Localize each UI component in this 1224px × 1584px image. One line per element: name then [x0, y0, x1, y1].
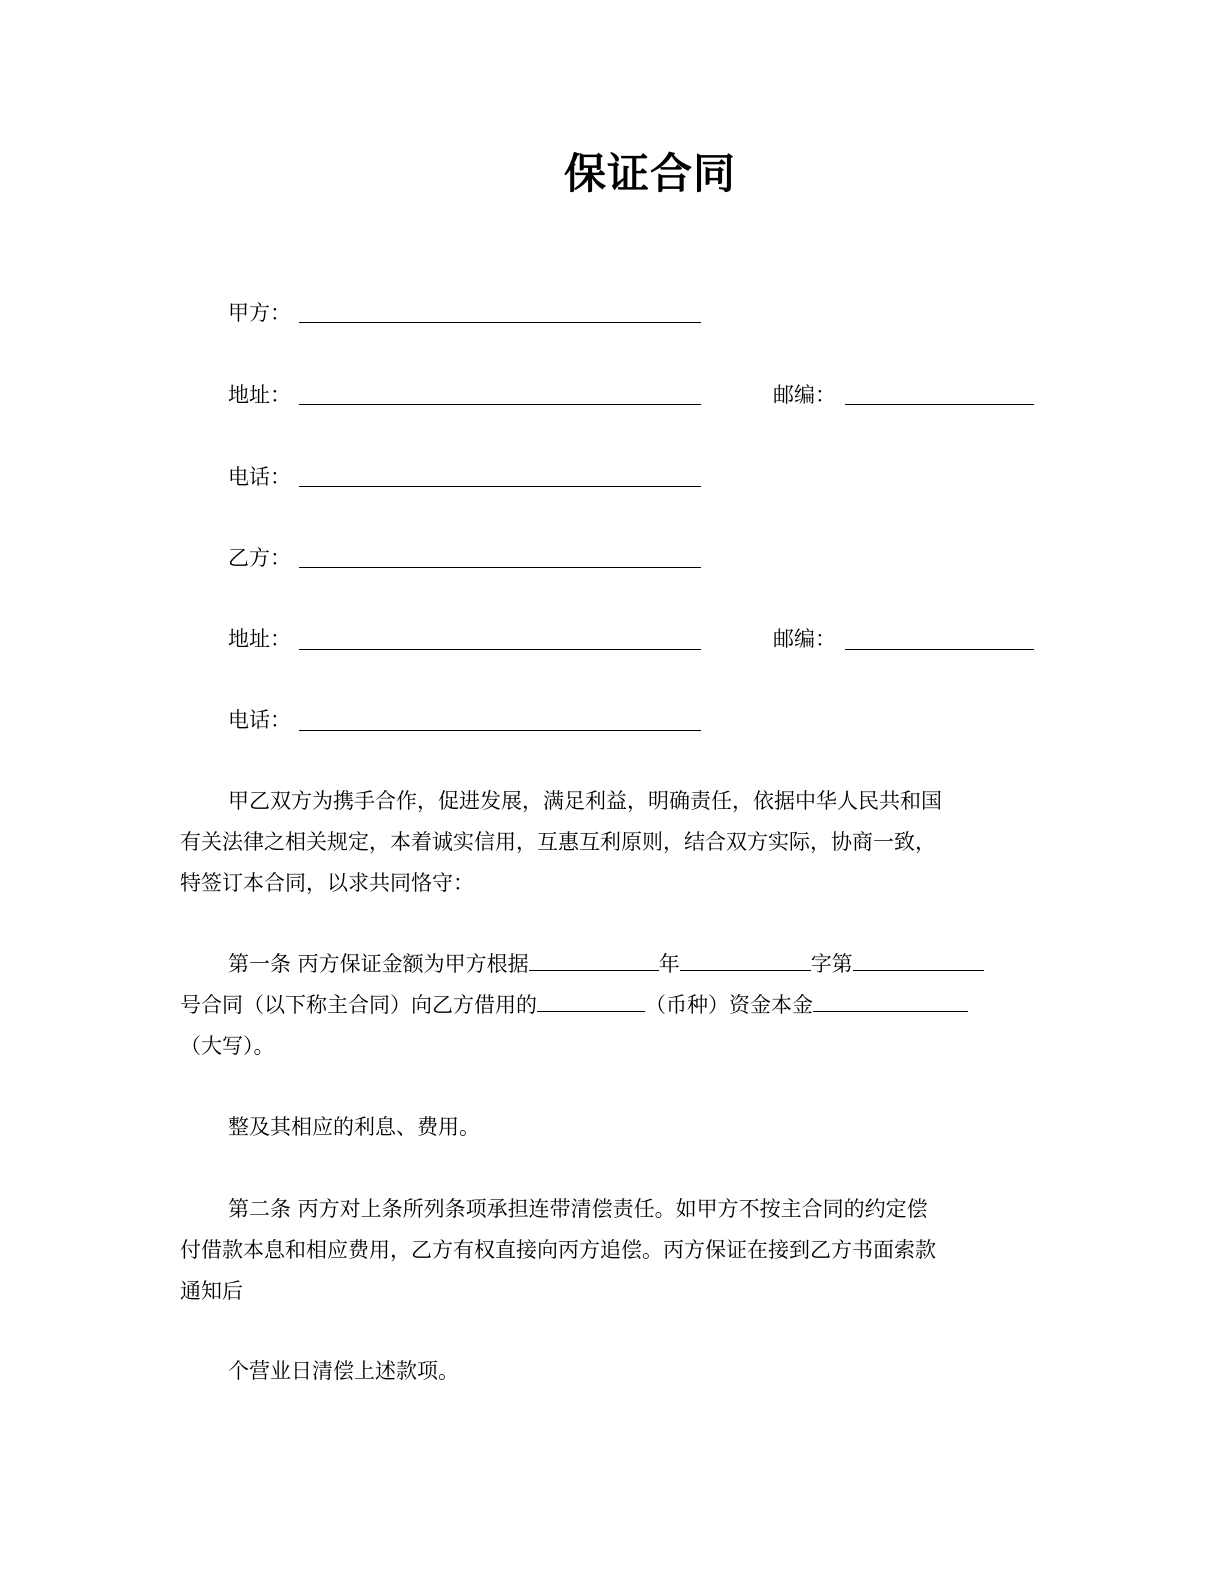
party-b-postcode-label: 邮编： — [773, 627, 836, 651]
article-2-continuation-text: 个营业日清偿上述款项。 — [228, 1359, 459, 1383]
contract-word-blank[interactable] — [680, 948, 811, 971]
article-2-line-2: 付借款本息和相应费用，乙方有权直接向丙方追偿。丙方保证在接到乙方书面索款 — [180, 1238, 936, 1262]
article-1-line-1 — [180, 944, 1040, 985]
party-a-address-label: 地址： — [228, 383, 291, 407]
preamble-line-3: 特签订本合同，以求共同恪守： — [180, 871, 474, 895]
party-a-postcode-field[interactable] — [845, 404, 1034, 405]
article-2-line-3: 通知后 — [180, 1279, 243, 1303]
party-a-phone-label: 电话： — [228, 465, 291, 489]
article-1-zidi-label: 字第 — [810, 952, 853, 976]
party-a-address-field[interactable] — [299, 404, 701, 405]
preamble-line-2: 有关法律之相关规定，本着诚实信用，互惠互利原则，结合双方实际，协商一致， — [180, 830, 936, 854]
article-1-year-label: 年 — [658, 952, 680, 976]
preamble-line-1: 甲乙双方为携手合作，促进发展，满足利益，明确责任，依据中华人民共和国 — [228, 789, 942, 813]
article-1-line-3: （大写）。 — [180, 1034, 275, 1058]
party-b-address-field[interactable] — [299, 649, 701, 650]
article-2-continuation — [180, 1351, 1040, 1392]
party-a-phone-field[interactable] — [299, 486, 701, 487]
article-1-paragraph — [180, 944, 1040, 1067]
party-b-phone-field[interactable] — [299, 730, 701, 731]
article-1-prefix: 第一条 丙方保证金额为甲方根据 — [228, 952, 529, 976]
article-2-line-1: 第二条 丙方对上条所列条项承担连带清偿责任。如甲方不按主合同的约定偿 — [228, 1197, 928, 1221]
principal-amount-blank[interactable] — [813, 989, 968, 1012]
preamble-paragraph — [180, 781, 1040, 904]
party-b-address-label: 地址： — [228, 627, 291, 651]
contract-year-blank[interactable] — [529, 948, 659, 971]
party-b-name-field[interactable] — [299, 567, 701, 568]
contract-number-blank[interactable] — [853, 948, 984, 971]
party-a-name-field[interactable] — [299, 322, 701, 323]
party-b-postcode-field[interactable] — [845, 649, 1034, 650]
article-1-line-2-text: 号合同（以下称主合同）向乙方借用的 — [180, 993, 537, 1017]
party-b-phone-label: 电话： — [228, 708, 291, 732]
party-a-label: 甲方： — [228, 301, 291, 325]
party-b-label: 乙方： — [228, 546, 291, 570]
article-1-continuation-text: 整及其相应的利息、费用。 — [228, 1115, 480, 1139]
party-a-postcode-label: 邮编： — [773, 383, 836, 407]
article-2-paragraph — [180, 1189, 1040, 1312]
article-1-currency-label: （币种）资金本金 — [645, 993, 813, 1017]
document-title: 保证合同 — [563, 149, 736, 198]
article-1-continuation — [180, 1107, 1040, 1148]
currency-blank[interactable] — [537, 989, 645, 1012]
article-1-line-2 — [180, 985, 1040, 1026]
